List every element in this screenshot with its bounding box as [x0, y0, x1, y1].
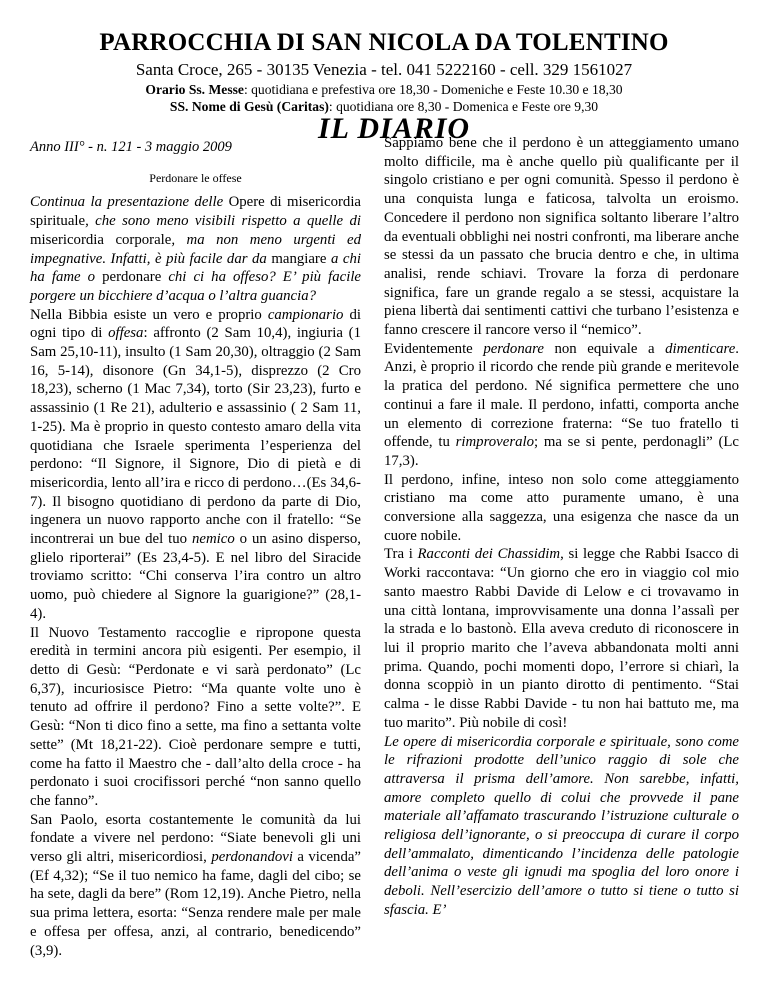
paragraph — [384, 545, 739, 732]
mass-hours-line — [0, 81, 768, 98]
text-run: Le opere di misericordia corporale e spirituale, sono come le rifrazioni prodotte dell’unico raggio di sole che attraversa il prisma dell’amore. Non sarebbe, infatti, amore completo quello di colui che provvede il pane materiale all’affamato trascurando l’istruzione culturale o religiosa dell’ignorante, o si preoccupa di curare il corpo dell’ammalato, dimenticando l’incidenza delle patologie dell’anima o veste gli ignudi ma spoglia del loro onore i deboli. Nell’esercizio dell’amore o tutto si tiene o tutto si sfascia. E’ — [384, 733, 739, 918]
text-run: , si legge che Rabbi Isacco di Worki raccontava: “Un giorno che ero in viaggio col mio santo maestro Rabbi Davide di Lelow e ci trovavamo in una città lontana, improvvisamente una donna l’assalì per la strada e lo bastonò. Ella aveva creduto di riconoscere in lui il proprio marito che l’aveva abbandonata molti anni prima. Quando, pochi momenti dopo, l’errore si chiarì, la donna scoppiò in un pianto dirotto di pentimento. “Stai calma - le disse Rabbi Davide - tu non hai battuto me, ma tuo marito”. Più nobile di così! — [384, 546, 739, 731]
text-run: dimenticare — [665, 340, 736, 357]
text-run: : affronto (2 Sam 10,4), ingiuria (1 Sam 25,10-11), insulto (1 Sam 20,30), oltraggio (2 Sam 16, 5-14), disonore (Gn 34,1-5), disprezzo (2 Cro 18,23), scherno (1 Mac 7,34), torto (Sir 23,23), furto e assassinio (1 Re 21), adulterio e assassinio ( 2 Sam 11, 1-25). Ma è proprio in questo contesto amaro della vita quotidiana che Israele sperimenta l’esperienza del perdono: “Il Signore, il Signore, Dio di pietà e di misericordia, lento all’ira e ricco di perdono…(Es 34,6-7). Il bisogno quotidiano di perdono da parte di Dio, ingenera un nuovo rapporto anche con il fratello: “Se incontrerai un bue del tuo — [30, 325, 362, 548]
text-run: ; ma se si pente, perdonagli” (Lc 17,3). — [384, 434, 739, 469]
paragraph — [384, 471, 739, 546]
text-run: misericordia corporale — [30, 231, 172, 248]
parish-title: PARROCCHIA DI SAN NICOLA DA TOLENTINO — [99, 29, 669, 56]
text-run: Opere di misericordia spirituale — [30, 194, 361, 230]
mass-hours-text: : quotidiana e prefestiva ore 18,30 - Domeniche e Feste 10.30 e 18,30 — [243, 82, 623, 97]
caritas-hours-label: SS. Nome di Gesù (Caritas) — [169, 99, 329, 114]
right-column — [384, 134, 739, 920]
text-run: perdonare — [483, 340, 544, 357]
text-run: Continua la presentazione delle — [30, 194, 229, 211]
paragraph — [384, 134, 739, 340]
text-run: Sappiamo bene che il perdono è un atteggiamento umano molto difficile, ma è anche quello più qualificante per il singolo cristiano e per ogni comunità. Spesso il perdono è una conquista lunga e faticosa, talvolta un eroismo. Concedere il perdono non significa soltanto liberare l’altro da eventuali obblighi nei nostri confronti, ma liberare anche se stessi da un passato che brucia dentro e che, in ultima analisi, rende schiavi. Trovare la forza di perdonare significa, fare un grande regalo a se stessi, acquistare la piena libertà dai sentimenti cattivi che turbano l’esistenza e fanno crescere il rancore verso il “nemico”. — [384, 135, 739, 339]
issue-info: Anno III° - n. 121 - 3 maggio 2009 — [30, 139, 232, 155]
text-run: Tra i — [384, 546, 418, 563]
text-run: di ogni tipo di — [30, 306, 361, 342]
text-run: Racconti dei Chassidim — [417, 546, 561, 563]
text-run: a chi ha fame o — [30, 250, 361, 286]
text-run: Evidentemente — [384, 340, 484, 357]
caritas-hours-text: : quotidiana ore 8,30 - Domenica e Feste ore 9,30 — [328, 99, 599, 114]
paragraph — [30, 811, 361, 961]
parish-header — [0, 28, 768, 115]
text-run: , ma non meno urgenti ed impegnative. Infatti, è più facile dar da — [30, 231, 361, 267]
text-run: offesa — [108, 325, 144, 342]
text-run: perdonandovi — [211, 849, 293, 866]
text-run: perdonare — [102, 269, 162, 286]
text-run: non equivale a — [543, 340, 666, 357]
text-run: , che sono meno visibili rispetto a quelle di — [85, 213, 361, 230]
text-run: a vicenda” (Ef 4,32); “Se il tuo nemico ha fame, dagli del cibo; se ha sete, dagli da bere” (Rom 12,19). Anche Pietro, nella sua prima lettera, esorta: “Senza rendere male per male e offesa per offesa, anzi, al contrario, benedicendo” (3,9). — [30, 849, 361, 959]
paragraph — [30, 193, 361, 305]
text-run: chi ci ha offeso? E’ più facile porgere un bicchiere d’acqua o l’altra guancia? — [30, 269, 361, 304]
text-run: rimproveralo — [455, 434, 534, 451]
text-run: campionario — [267, 306, 344, 323]
text-run: . Anzi, è proprio il ricordo che rende più grande e meritevole la pratica del perdono. Né significa permettere che uno continui a fare il male. Il perdono, infatti, comporta anche un elemento di correzione fraterna: “Se tuo fratello ti offende, tu — [384, 340, 739, 451]
left-column — [30, 138, 361, 960]
mass-hours-label: Orario Ss. Messe — [145, 82, 244, 97]
text-run: o un asino disperso, glielo riporterai” (Es 23,4-5). E nel libro del Siracide troviamo scritto: “Chi conserva l’ira contro un altro uomo, può chiedere al Signore la guarigione?” (28,1-4). — [30, 531, 361, 622]
paragraph — [384, 733, 739, 920]
text-run: mangiare — [271, 250, 327, 267]
text-run: San Paolo, esorta costantemente le comunità da lui fondate a vivere nel perdono: “Siate benevoli gli uni verso gli altri, misericordiosi, — [30, 811, 361, 866]
paragraph — [30, 624, 361, 811]
paragraph — [30, 306, 361, 624]
text-run: Il Nuovo Testamento raccoglie e ripropone questa eredità in termini ancora più esigenti. Per esempio, il detto di Gesù: “Perdonate e vi sarà perdonato” (Lc 6,37), incuriosisce Pietro: “Ma quante volte uno è tenuto ad offrire il perdono? Fino a sette volte?”. E Gesù: “Non ti dico fino a sette, ma fino a settanta volte sette” (Mt 18,21-22). Cioè perdonare sempre e tutti, come ha fatto il Maestro che - dall’alto della croce - ha perdonato i suoi crocifissori perché “non sanno quello che fanno”. — [30, 624, 361, 809]
section-title: Perdonare le offese — [149, 170, 242, 185]
masthead-title: IL DIARIO — [318, 112, 471, 145]
contact-line: Santa Croce, 265 - 30135 Venezia - tel. 041 5222160 - cell. 329 1561027 — [135, 60, 633, 79]
paragraph — [384, 340, 739, 471]
text-run: nemico — [192, 531, 235, 548]
text-run: Nella Bibbia esiste un vero e proprio — [30, 306, 268, 323]
text-run: Il perdono, infine, inteso non solo come atteggiamento cristiano ma come atto puramente umano, è una conversione alla saggezza, una esigenza che nasce da un cuore nobile. — [384, 471, 739, 544]
